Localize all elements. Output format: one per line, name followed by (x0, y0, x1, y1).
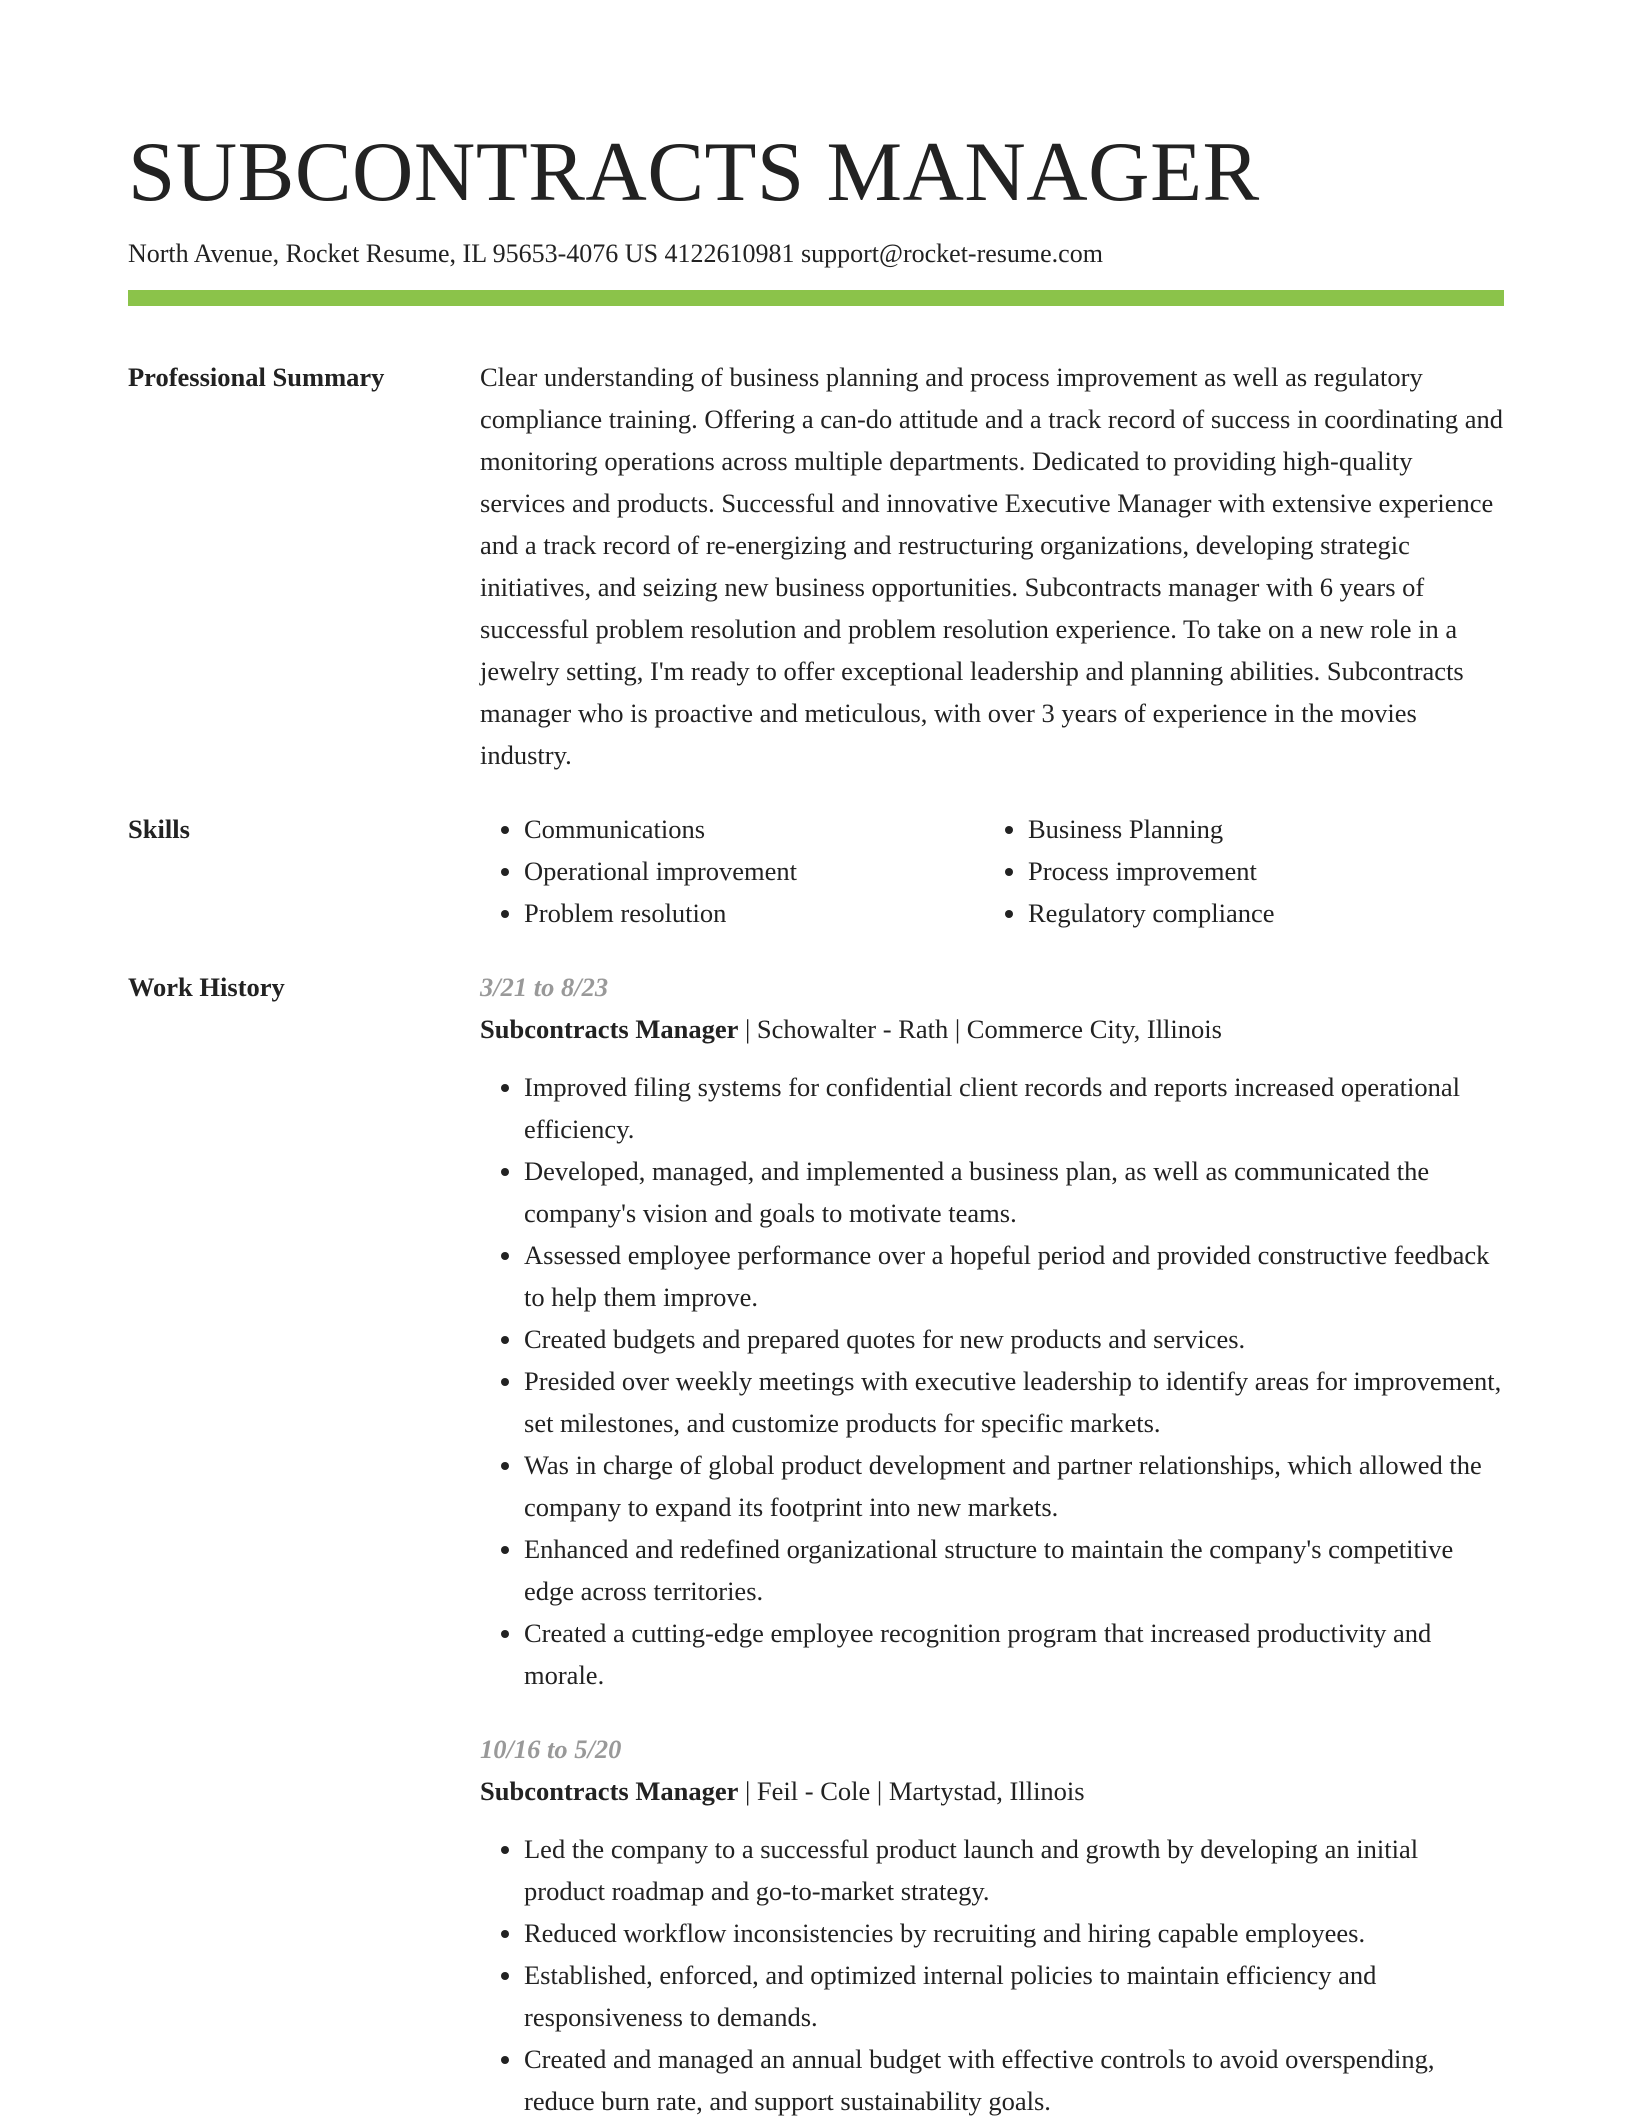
summary-heading: Professional Summary (128, 362, 385, 392)
job-dates: 10/16 to 5/20 (480, 1734, 622, 1764)
job-bullet: • Created budgets and prepared quotes for new products and services. (524, 1318, 1504, 1360)
job-title-line (480, 1008, 1504, 1050)
work-history-heading: Work History (128, 972, 285, 1002)
job-dates: 3/21 to 8/23 (480, 972, 609, 1002)
work-history-section (128, 966, 1504, 2122)
job-bullet: • Enhanced and redefined organizational structure to maintain the company's competitive edge across territories. (524, 1528, 1504, 1612)
resume-page (128, 0, 1504, 2122)
summary-body (480, 356, 1504, 776)
contact-line (128, 238, 1504, 270)
job-title: Subcontracts Manager (480, 1014, 739, 1044)
skill-item: • Operational improvement (524, 850, 984, 892)
skill-item: • Business Planning (1028, 808, 1488, 850)
job-entry (480, 966, 1504, 1696)
skill-item: • Regulatory compliance (1028, 892, 1488, 934)
job-bullet: • Presided over weekly meetings with executive leadership to identify areas for improvement, set milestones, and customize products for specific markets. (524, 1360, 1504, 1444)
job-details: | Feil - Cole | Martystad, Illinois (738, 1776, 1085, 1806)
job-bullet: • Was in charge of global product development and partner relationships, which allowed the company to expand its footprint into new markets. (524, 1444, 1504, 1528)
job-bullet: • Led the company to a successful product launch and growth by developing an initial product roadmap and go-to-market strategy. (524, 1828, 1504, 1912)
header-divider (128, 290, 1504, 306)
job-bullet: • Reduced workflow inconsistencies by recruiting and hiring capable employees. (524, 1912, 1504, 1954)
skills-grid (480, 808, 1504, 934)
contact-address: North Avenue, Rocket Resume, IL 95653-4076 US (128, 239, 659, 268)
job-bullet: • Improved filing systems for confidential client records and reports increased operational efficiency. (524, 1066, 1504, 1150)
summary-section (128, 356, 1504, 776)
contact-email: support@rocket-resume.com (801, 239, 1103, 268)
skill-item: • Process improvement (1028, 850, 1488, 892)
skill-item: • Communications (524, 808, 984, 850)
job-bullet: • Created a cutting-edge employee recognition program that increased productivity and morale. (524, 1612, 1504, 1696)
skills-list-left (480, 808, 984, 934)
job-bullet: • Created and managed an annual budget with effective controls to avoid overspending, reduce burn rate, and support sustainability goals. (524, 2038, 1504, 2122)
job-bullets (480, 1828, 1504, 2122)
work-history-body (480, 966, 1504, 2122)
job-bullets (480, 1066, 1504, 1696)
contact-phone: 4122610981 (664, 239, 795, 268)
job-title-line (480, 1770, 1504, 1812)
job-bullet: • Assessed employee performance over a hopeful period and provided constructive feedback to help them improve. (524, 1234, 1504, 1318)
skills-list-right (984, 808, 1488, 934)
job-title: Subcontracts Manager (480, 1776, 739, 1806)
job-entry (480, 1728, 1504, 2122)
job-bullet: • Established, enforced, and optimized internal policies to maintain efficiency and responsiveness to demands. (524, 1954, 1504, 2038)
skills-heading: Skills (128, 814, 190, 844)
job-bullet: • Developed, managed, and implemented a business plan, as well as communicated the company's vision and goals to motivate teams. (524, 1150, 1504, 1234)
skill-item: • Problem resolution (524, 892, 984, 934)
job-details: | Schowalter - Rath | Commerce City, Illinois (738, 1014, 1222, 1044)
skills-section (128, 808, 1504, 934)
summary-text: Clear understanding of business planning and process improvement as well as regulatory compliance training. Offering a can-do attitude and a track record of success in coordinating and monitoring operations across multiple departments. Dedicated to providing high-quality services and products. Successful and innovative Executive Manager with extensive experience and a track record of re-energizing and restructuring organizations, developing strategic initiatives, and seizing new business opportunities. Subcontracts manager with 6 years of successful problem resolution and problem resolution experience. To take on a new role in a jewelry setting, I'm ready to offer exceptional leadership and planning abilities. Subcontracts manager who is proactive and meticulous, with over 3 years of experience in the movies industry. (480, 362, 1504, 770)
resume-name: SUBCONTRACTS MANAGER (128, 125, 1260, 219)
